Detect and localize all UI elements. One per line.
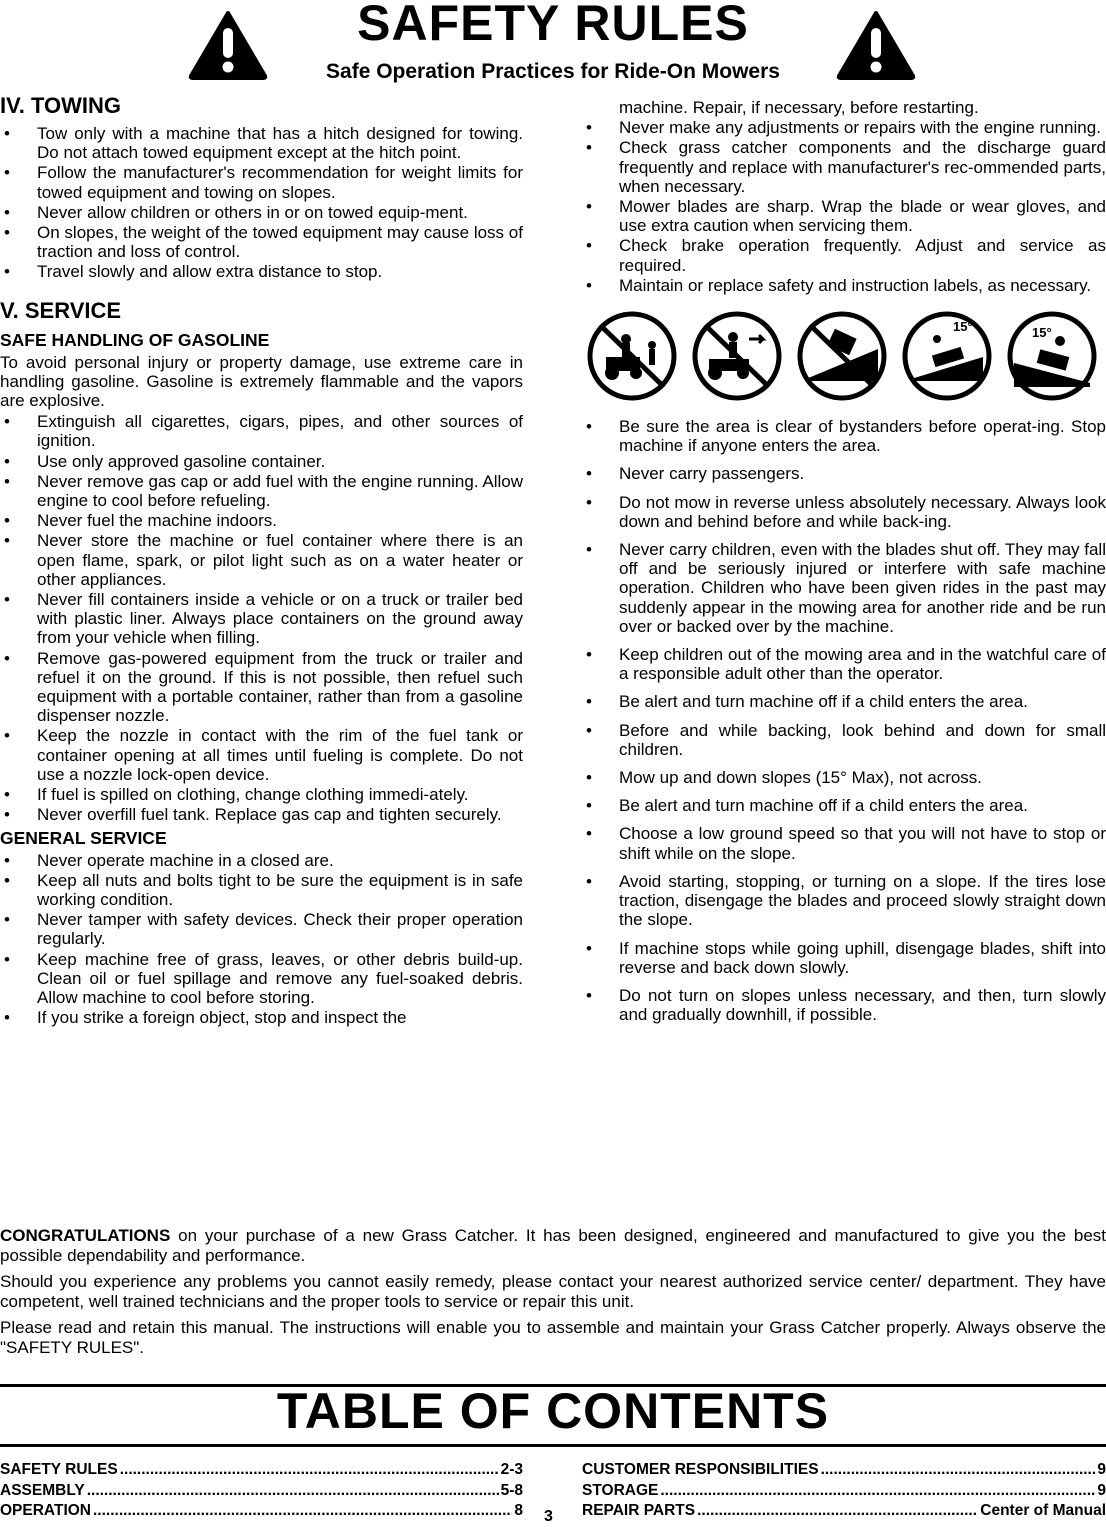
- toc-entry: [0, 1501, 523, 1522]
- gasoline-intro: To avoid personal injury or property damage, use extreme care in handling gasoline. Gasoline is extremely flammable and the vapors are explosive.: [0, 352, 523, 411]
- toc-entry-label: REPAIR PARTS: [582, 1502, 696, 1519]
- toc-entry-page: 2-3: [500, 1461, 523, 1478]
- toc-entry-label: CUSTOMER RESPONSIBILITIES: [582, 1461, 819, 1478]
- toc-title: TABLE OF CONTENTS: [276, 1383, 830, 1439]
- list-item: • Keep children out of the mowing area and in the watchful care of a responsible adult other than the operator.: [582, 645, 1106, 683]
- gasoline-heading: SAFE HANDLING OF GASOLINE: [0, 329, 270, 350]
- list-item: • Never carry children, even with the blades shut off. They may fall off and be seriously injured or interfere with safe machine operation. Children who have been given rides in the past may suddenly appear in the mowing area for another ride and be run over or backed over by the machine.: [582, 540, 1106, 636]
- list-item: • Do not mow in reverse unless absolutely necessary. Always look down and behind before and while back-ing.: [582, 493, 1106, 531]
- slope-angle-label: 15°: [953, 319, 973, 335]
- list-item: • If machine stops while going uphill, disengage blades, shift into reverse and back down slowly.: [582, 939, 1106, 977]
- list-item: • Keep machine free of grass, leaves, or other debris build-up. Clean oil or fuel spillage and remove any fuel-soaked debris. Allow machine to cool before storing.: [0, 950, 523, 1008]
- retain-manual-paragraph: Please read and retain this manual. The instructions will enable you to assemble and maintain your Grass Catcher properly. Always observe the "SAFETY RULES".: [0, 1318, 1106, 1357]
- toc-entry: [0, 1481, 523, 1502]
- no-bystanders-icon: [584, 309, 680, 403]
- list-item: • Never allow children or others in or on towed equip-ment.: [0, 203, 523, 222]
- list-item: • Do not turn on slopes unless necessary, and then, turn slowly and gradually downhill, if possible.: [582, 986, 1106, 1024]
- list-item: • Never store the machine or fuel container where there is an open flame, spark, or pilot light such as on a water heater or other appliances.: [0, 531, 523, 589]
- towing-list: [0, 124, 523, 282]
- list-item: • Extinguish all cigarettes, cigars, pipes, and other sources of ignition.: [0, 412, 523, 450]
- list-item: • If you strike a foreign object, stop and inspect the: [0, 1008, 523, 1027]
- toc-entry-label: OPERATION: [0, 1502, 91, 1519]
- toc-entry: [0, 1460, 523, 1481]
- congratulations-paragraph: [0, 1226, 1106, 1265]
- toc-entry-label: STORAGE: [582, 1481, 659, 1499]
- list-item: • Travel slowly and allow extra distance to stop.: [0, 262, 523, 281]
- toc-left-column: [0, 1460, 523, 1522]
- list-item: • If fuel is spilled on clothing, change clothing immedi-ately.: [0, 785, 523, 804]
- no-passengers-icon: [689, 309, 785, 403]
- slope-15-side-icon: [1004, 309, 1100, 403]
- warning-icon: [836, 10, 916, 80]
- slope-15-degree-icon: [899, 309, 995, 403]
- list-item: • Before and while backing, look behind and down for small children.: [582, 721, 1106, 759]
- right-column: [582, 98, 1106, 1033]
- no-slope-across-icon: [794, 309, 890, 403]
- toc-bottom-rule: [0, 1444, 1106, 1447]
- list-item: • Be alert and turn machine off if a child enters the area.: [582, 692, 1106, 711]
- safety-pictograms: [584, 309, 1100, 403]
- toc-entry: [582, 1481, 1106, 1502]
- list-item: • Be alert and turn machine off if a child enters the area.: [582, 796, 1106, 815]
- toc-entry-page: 8: [514, 1502, 523, 1519]
- service-paragraph: Should you experience any problems you cannot easily remedy, please contact your nearest authorized service center/ department. They have competent, well trained technicians and the proper tools to service or repair this unit.: [0, 1272, 1106, 1311]
- page-subtitle: Safe Operation Practices for Ride-On Mowers: [326, 60, 780, 83]
- list-item: • Never overfill fuel tank. Replace gas cap and tighten securely.: [0, 805, 523, 824]
- list-item: • Never make any adjustments or repairs with the engine running.: [582, 118, 1106, 137]
- list-item: • Follow the manufacturer's recommendation for weight limits for towed equipment and towing on slopes.: [0, 163, 523, 201]
- list-item: • Avoid starting, stopping, or turning on a slope. If the tires lose traction, disengage the blades and proceed slowly straight down the slope.: [582, 872, 1106, 930]
- congratulations-label: CONGRATULATIONS: [0, 1226, 171, 1245]
- page-number: 3: [544, 1508, 553, 1525]
- page-title: SAFETY RULES: [357, 0, 749, 51]
- list-item: • Keep the nozzle in contact with the rim of the fuel tank or container opening at all times until fueling is complete. Do not use a nozzle lock-open device.: [0, 726, 523, 784]
- list-item: • Remove gas-powered equipment from the truck or trailer and refuel it on the ground. If this is not possible, then refuel such equipment with a portable container, rather than from a gasoline dispenser nozzle.: [0, 649, 523, 726]
- general-service-heading: GENERAL SERVICE: [0, 827, 167, 848]
- toc-leader: [87, 1481, 499, 1502]
- slope-angle-label: 15°: [1032, 325, 1052, 341]
- list-item: • Never fill containers inside a vehicle or on a truck or trailer bed with plastic liner. Always place containers on the ground away from your vehicle when filling.: [0, 590, 523, 648]
- list-item: • Never fuel the machine indoors.: [0, 511, 523, 530]
- list-item: • Check grass catcher components and the discharge guard frequently and replace with manufacturer's rec-ommended parts, when necessary.: [582, 138, 1106, 196]
- toc-entry-label: SAFETY RULES: [0, 1461, 118, 1478]
- list-item: • Use only approved gasoline container.: [0, 452, 523, 471]
- list-item: • Never remove gas cap or add fuel with the engine running. Allow engine to cool before refueling.: [0, 472, 523, 510]
- list-item: • Tow only with a machine that has a hitch designed for towing. Do not attach towed equipment except at the hitch point.: [0, 124, 523, 162]
- left-column: [0, 94, 523, 1028]
- toc-entry-page: Center of Manual: [980, 1502, 1106, 1519]
- list-item: • Never tamper with safety devices. Check their proper operation regularly.: [0, 910, 523, 948]
- general-service-list-continued: [582, 118, 1106, 295]
- toc-leader: [120, 1460, 499, 1481]
- list-item: • Never operate machine in a closed are.: [0, 851, 523, 870]
- list-item: • Mow up and down slopes (15° Max), not across.: [582, 768, 1106, 787]
- list-item: • Never carry passengers.: [582, 464, 1106, 483]
- toc-entry-page: 9: [1097, 1481, 1106, 1499]
- list-item: • Check brake operation frequently. Adjust and service as required.: [582, 236, 1106, 274]
- list-item: • Maintain or replace safety and instruction labels, as necessary.: [582, 276, 1106, 295]
- list-item: • On slopes, the weight of the towed equipment may cause loss of traction and loss of control.: [0, 223, 523, 261]
- toc-entry: [582, 1501, 1106, 1522]
- toc-leader: [93, 1501, 512, 1522]
- congratulations-text: on your purchase of a new Grass Catcher. It has been designed, engineered and manufactured to give you the best possible dependability and performance.: [0, 1226, 1106, 1265]
- intro-section: [0, 1226, 1106, 1364]
- list-item: • Mower blades are sharp. Wrap the blade or wear gloves, and use extra caution when servicing them.: [582, 197, 1106, 235]
- continued-text: machine. Repair, if necessary, before restarting.: [619, 98, 979, 117]
- slope-operation-list: [582, 417, 1106, 1024]
- toc-leader: [821, 1460, 1096, 1481]
- page-header: [0, 0, 1106, 92]
- list-item: • Be sure the area is clear of bystanders before operat-ing. Stop machine if anyone enters the area.: [582, 417, 1106, 455]
- toc-right-column: [582, 1460, 1106, 1522]
- list-item: • Choose a low ground speed so that you will not have to stop or shift while on the slope.: [582, 824, 1106, 862]
- general-service-list: [0, 851, 523, 1028]
- toc-leader: [660, 1481, 1095, 1502]
- towing-heading: IV. TOWING: [0, 93, 122, 118]
- toc-entry: [582, 1460, 1106, 1481]
- service-heading: V. SERVICE: [0, 297, 122, 323]
- toc-leader: [697, 1501, 978, 1522]
- gasoline-list: [0, 412, 523, 824]
- list-item: • Keep all nuts and bolts tight to be sure the equipment is in safe working condition.: [0, 871, 523, 909]
- toc-entry-page: 9: [1097, 1461, 1106, 1478]
- toc-entry-label: ASSEMBLY: [0, 1481, 85, 1499]
- toc-entry-page: 5-8: [500, 1481, 523, 1499]
